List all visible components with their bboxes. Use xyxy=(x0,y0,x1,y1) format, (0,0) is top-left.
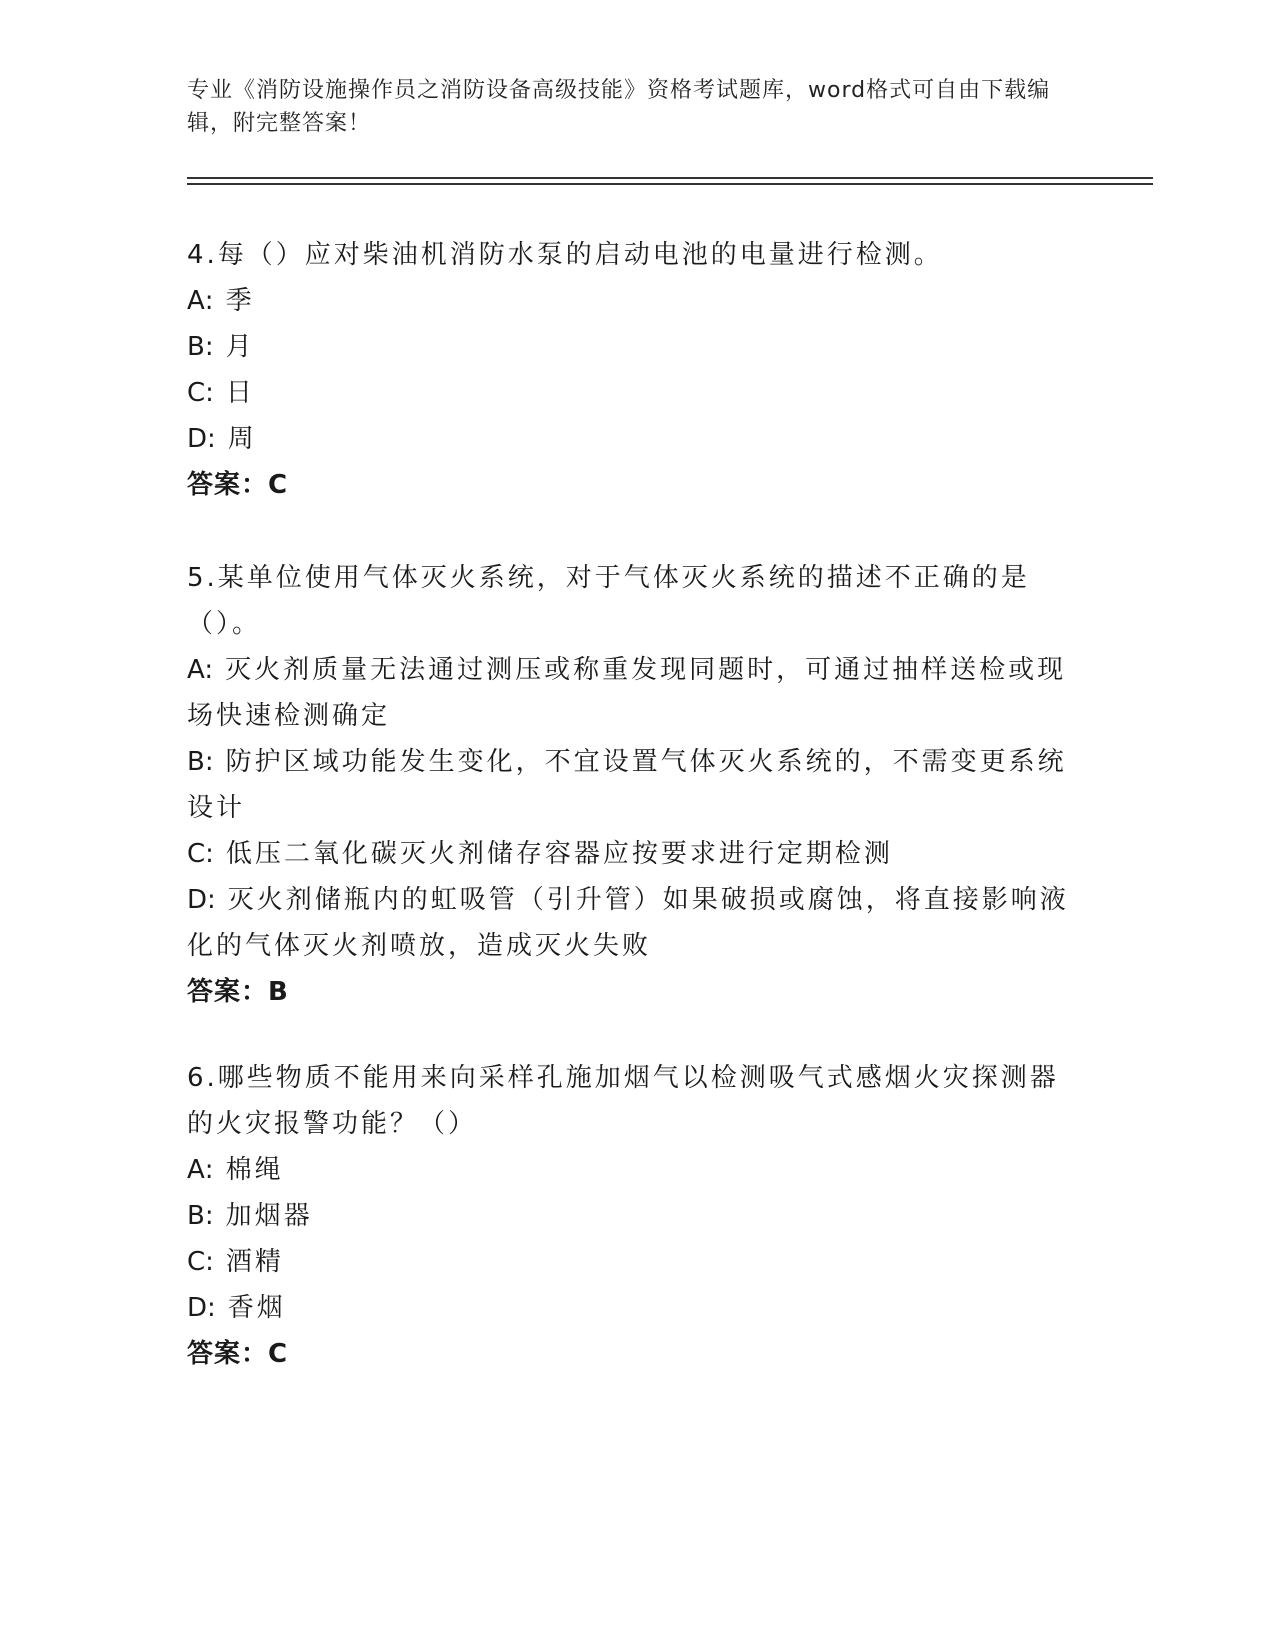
option-text: 月 xyxy=(225,332,255,362)
option-letter: B xyxy=(187,1201,205,1231)
option-text: 香烟 xyxy=(227,1293,286,1323)
option-text: 低压二氧化碳灭火剂储存容器应按要求进行定期检测 xyxy=(225,839,893,869)
option-separator: : xyxy=(205,1247,214,1277)
option-c xyxy=(187,831,1077,877)
question-5 xyxy=(187,555,1077,1015)
option-separator: : xyxy=(204,747,214,777)
option-separator: : xyxy=(205,378,214,408)
option-text: 日 xyxy=(225,378,255,408)
option-b xyxy=(187,1193,1077,1239)
option-separator: : xyxy=(207,885,216,915)
option-letter: A xyxy=(187,286,205,316)
option-text: 加烟器 xyxy=(225,1201,313,1231)
option-text: 灭火剂储瓶内的虹吸管（引升管）如果破损或腐蚀，将直接影响液化的气体灭火剂喷放，造成灭火失败 xyxy=(187,885,1069,961)
header-divider-top xyxy=(187,177,1153,179)
option-text: 季 xyxy=(225,286,255,316)
option-c xyxy=(187,370,1077,416)
option-text: 棉绳 xyxy=(225,1155,284,1185)
option-letter: B xyxy=(187,332,205,362)
option-separator: : xyxy=(204,655,214,685)
document-header: 专业《消防设施操作员之消防设备高级技能》资格考试题库，word格式可自由下载编辑，附完整答案！ xyxy=(187,78,1051,136)
option-c xyxy=(187,1239,1077,1285)
option-letter: D xyxy=(187,885,208,915)
header-divider-bottom xyxy=(187,183,1153,185)
option-text: 酒精 xyxy=(225,1247,284,1277)
option-letter: D xyxy=(187,424,208,454)
option-separator: : xyxy=(204,1201,214,1231)
option-a xyxy=(187,278,1077,324)
option-d xyxy=(187,416,1077,462)
option-letter: A xyxy=(187,1155,205,1185)
answer-line: 答案：C xyxy=(187,470,289,500)
option-separator: : xyxy=(204,1155,214,1185)
option-separator: : xyxy=(205,839,214,869)
option-separator: : xyxy=(207,424,216,454)
answer-line: 答案：C xyxy=(187,1339,289,1369)
question-6 xyxy=(187,1055,1077,1377)
question-stem: 5.某单位使用气体灭火系统，对于气体灭火系统的描述不正确的是（）。 xyxy=(187,563,1030,639)
option-a xyxy=(187,647,1077,739)
option-separator: : xyxy=(207,1293,216,1323)
option-letter: B xyxy=(187,747,205,777)
option-letter: C xyxy=(187,839,206,869)
option-letter: D xyxy=(187,1293,208,1323)
option-b xyxy=(187,324,1077,370)
option-letter: C xyxy=(187,1247,206,1277)
option-text: 周 xyxy=(227,424,257,454)
option-separator: : xyxy=(204,286,214,316)
option-text: 防护区域功能发生变化，不宜设置气体灭火系统的，不需变更系统设计 xyxy=(187,747,1067,823)
option-letter: A xyxy=(187,655,205,685)
option-d xyxy=(187,1285,1077,1331)
option-d xyxy=(187,877,1077,969)
question-stem: 4.每（）应对柴油机消防水泵的启动电池的电量进行检测。 xyxy=(187,240,943,270)
option-a xyxy=(187,1147,1077,1193)
option-separator: : xyxy=(204,332,214,362)
option-letter: C xyxy=(187,378,206,408)
question-stem: 6.哪些物质不能用来向采样孔施加烟气以检测吸气式感烟火灾探测器的火灾报警功能？（） xyxy=(187,1063,1059,1139)
option-b xyxy=(187,739,1077,831)
option-text: 灭火剂质量无法通过测压或称重发现同题时，可通过抽样送检或现场快速检测确定 xyxy=(187,655,1067,731)
question-4 xyxy=(187,232,1077,508)
answer-line: 答案：B xyxy=(187,977,289,1007)
